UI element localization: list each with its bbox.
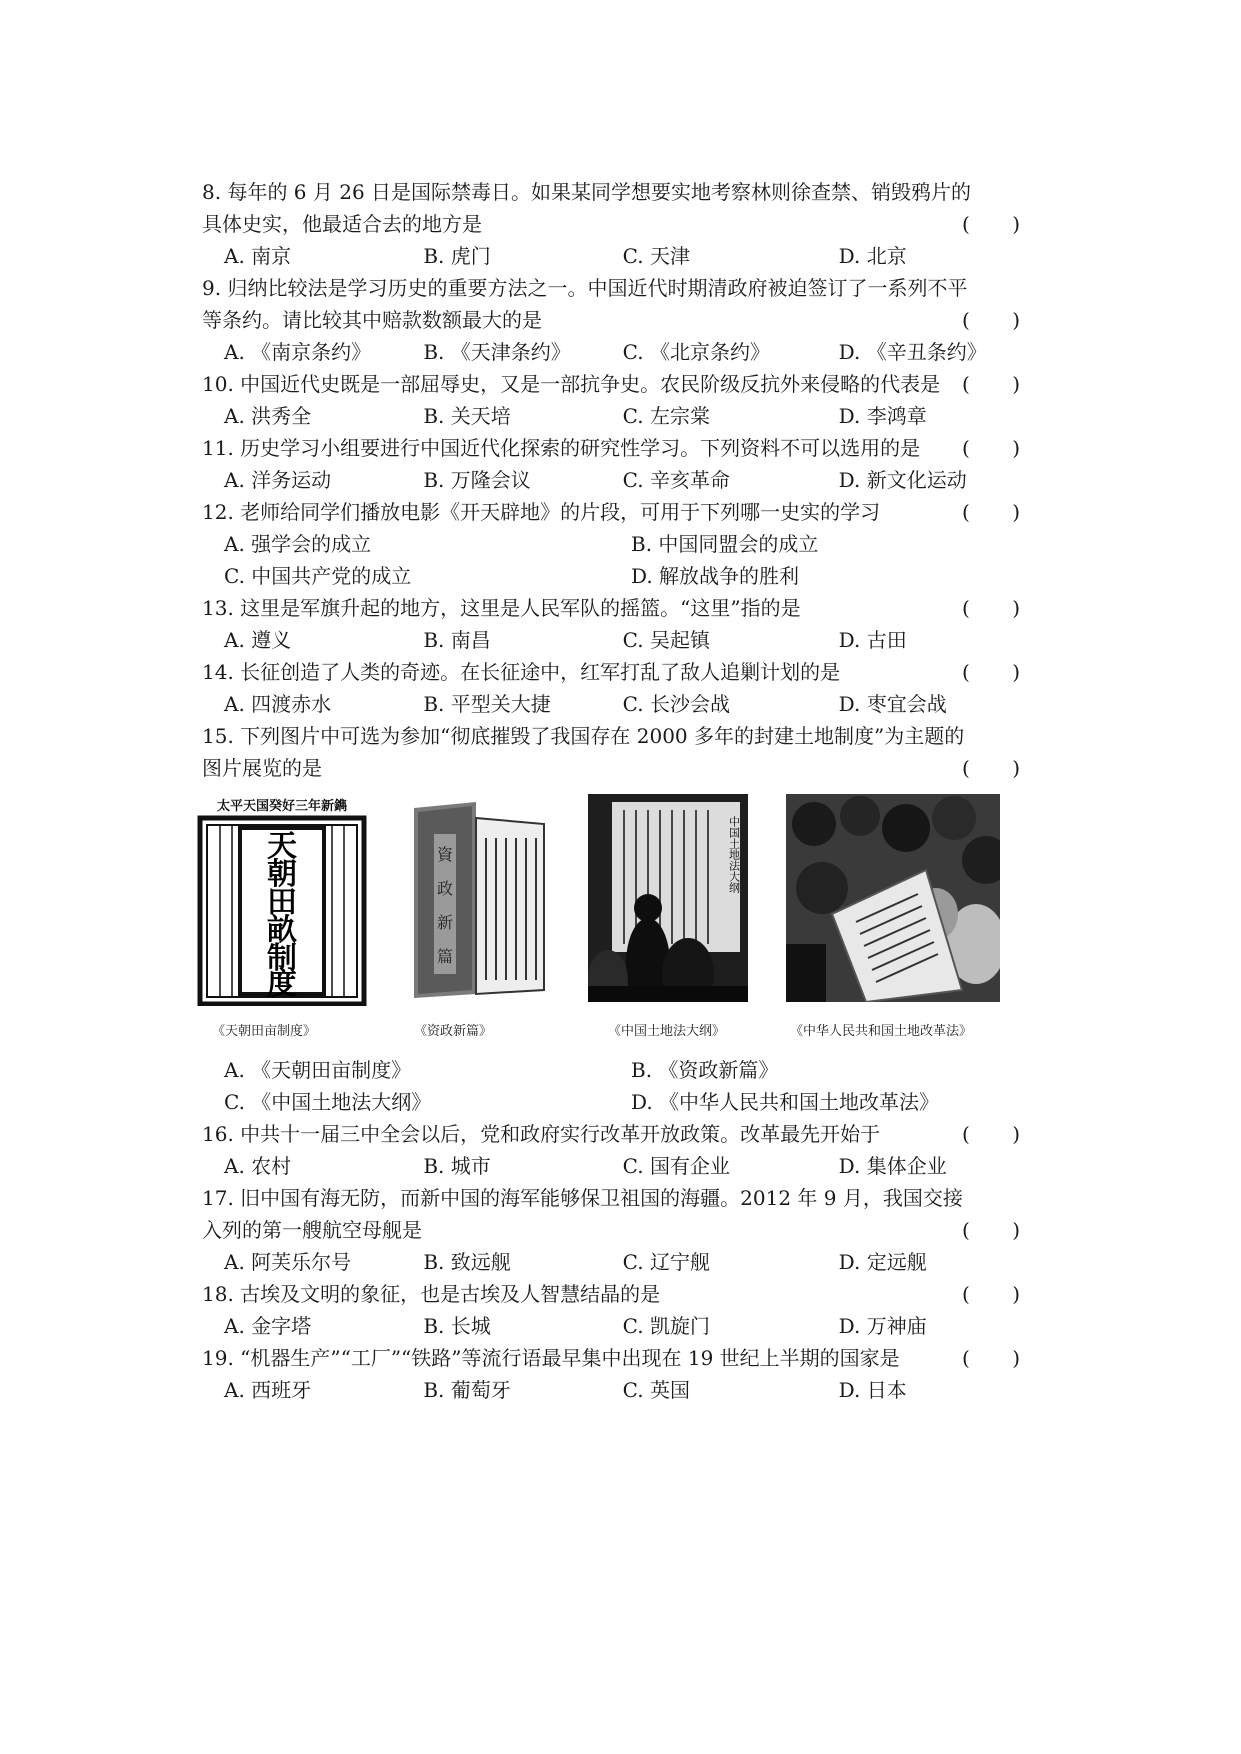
option-a[interactable]: A. 西班牙 (224, 1378, 312, 1402)
option-b[interactable]: B. 《天津条约》 (423, 340, 571, 364)
title-char: 畝 (267, 913, 297, 948)
title-char: 度 (267, 967, 297, 1002)
zizheng-book-image (410, 794, 550, 1002)
option-a[interactable]: A. 南京 (224, 244, 292, 268)
option-c[interactable]: C. 中国共产党的成立 (224, 564, 412, 588)
option-b[interactable]: B. 城市 (423, 1154, 491, 1178)
question-14 (202, 656, 1038, 688)
option-b[interactable]: B. 虎门 (423, 244, 491, 268)
option-c[interactable]: C. 左宗棠 (622, 404, 710, 428)
option-c[interactable]: C. 凯旋门 (622, 1314, 710, 1338)
option-a[interactable]: A. 农村 (224, 1154, 292, 1178)
option-d[interactable]: D. 北京 (838, 244, 907, 268)
options-q16 (202, 1150, 1038, 1182)
option-a[interactable]: A. 《天朝田亩制度》 (224, 1058, 412, 1082)
figure-caption: 《中华人民共和国土地改革法》 (790, 1024, 973, 1039)
question-18 (202, 1278, 1038, 1310)
question-12 (202, 496, 1038, 528)
answer-bracket[interactable]: ( ) (962, 372, 1038, 396)
option-d[interactable]: D. 日本 (838, 1378, 907, 1402)
poster-title: 中国土地法大纲 (727, 816, 741, 893)
answer-bracket[interactable]: ( ) (962, 756, 1038, 780)
answer-bracket[interactable]: ( ) (962, 660, 1038, 684)
option-d[interactable]: D. 李鸿章 (838, 404, 927, 428)
options-q14 (202, 688, 1038, 720)
question-stem: 16. 中共十一届三中全会以后，党和政府实行改革开放政策。改革最先开始于 (202, 1122, 881, 1146)
question-19 (202, 1342, 1038, 1374)
tudifa-photo (588, 794, 748, 1002)
options-q11 (202, 464, 1038, 496)
option-b[interactable]: B. 关天培 (423, 404, 511, 428)
option-a[interactable]: A. 金字塔 (224, 1314, 312, 1338)
question-list (202, 176, 1038, 1406)
figure-caption: 《资政新篇》 (414, 1024, 493, 1039)
answer-bracket[interactable]: ( ) (962, 1122, 1038, 1146)
question-17 (202, 1182, 1038, 1246)
option-a[interactable]: A. 阿芙乐尔号 (224, 1250, 352, 1274)
option-d[interactable]: D. 定远舰 (838, 1250, 927, 1274)
answer-bracket[interactable]: ( ) (962, 596, 1038, 620)
option-c[interactable]: C. 天津 (622, 244, 690, 268)
options-q15-row1 (202, 1054, 1038, 1086)
title-char: 制 (267, 941, 297, 976)
title-char: 朝 (267, 857, 297, 892)
option-b[interactable]: B. 平型关大捷 (423, 692, 551, 716)
option-a[interactable]: A. 《南京条约》 (224, 340, 372, 364)
cover-char: 新 (436, 913, 454, 932)
option-c[interactable]: C. 辛亥革命 (622, 468, 730, 492)
question-16 (202, 1118, 1038, 1150)
question-stem: 14. 长征创造了人类的奇迹。在长征途中，红军打乱了敌人追剿计划的是 (202, 660, 841, 684)
option-b[interactable]: B. 葡萄牙 (423, 1378, 511, 1402)
answer-bracket[interactable]: ( ) (962, 212, 1038, 236)
question-8 (202, 176, 1038, 240)
question-stem: 11. 历史学习小组要进行中国近代化探索的研究性学习。下列资料不可以选用的是 (202, 436, 921, 460)
option-d[interactable]: D. 《中华人民共和国土地改革法》 (631, 1090, 940, 1114)
option-c[interactable]: C. 《中国土地法大纲》 (224, 1090, 432, 1114)
figure-caption: 《天朝田亩制度》 (212, 1024, 317, 1039)
question-10 (202, 368, 1038, 400)
question-stem: 19. “机器生产”“工厂”“铁路”等流行语最早集中出现在 19 世纪上半期的国家是 (202, 1346, 900, 1370)
option-d[interactable]: D. 万神庙 (838, 1314, 927, 1338)
option-b[interactable]: B. 万隆会议 (423, 468, 531, 492)
option-b[interactable]: B. 中国同盟会的成立 (631, 532, 819, 556)
option-d[interactable]: D. 《辛丑条约》 (838, 340, 987, 364)
option-c[interactable]: C. 吴起镇 (622, 628, 710, 652)
option-c[interactable]: C. 英国 (622, 1378, 690, 1402)
figure-tugaifa (786, 794, 1000, 1039)
tugaifa-photo (786, 794, 1000, 1002)
options-q8 (202, 240, 1038, 272)
question-stem: 18. 古埃及文明的象征，也是古埃及人智慧结晶的是 (202, 1282, 661, 1306)
question-15 (202, 720, 1038, 784)
option-b[interactable]: B. 致远舰 (423, 1250, 511, 1274)
option-d[interactable]: D. 枣宜会战 (838, 692, 947, 716)
option-b[interactable]: B. 长城 (423, 1314, 491, 1338)
option-b[interactable]: B. 《资政新篇》 (631, 1058, 779, 1082)
options-q12-row1 (202, 528, 1038, 560)
option-a[interactable]: A. 洋务运动 (224, 468, 332, 492)
options-q17 (202, 1246, 1038, 1278)
option-a[interactable]: A. 强学会的成立 (224, 532, 372, 556)
answer-bracket[interactable]: ( ) (962, 500, 1038, 524)
options-q13 (202, 624, 1038, 656)
tianchao-cover-image (196, 794, 368, 1006)
figure-caption: 《中国土地法大纲》 (608, 1024, 726, 1039)
answer-bracket[interactable]: ( ) (962, 1218, 1038, 1242)
question-11 (202, 432, 1038, 464)
option-a[interactable]: A. 洪秀全 (224, 404, 312, 428)
cover-char: 資 (436, 845, 454, 864)
title-char: 天 (267, 829, 297, 864)
option-d[interactable]: D. 新文化运动 (838, 468, 967, 492)
figure-tudifa (588, 794, 748, 1039)
answer-bracket[interactable]: ( ) (962, 1346, 1038, 1370)
options-q9 (202, 336, 1038, 368)
option-d[interactable]: D. 集体企业 (838, 1154, 947, 1178)
figure-zizheng (410, 794, 550, 1039)
answer-bracket[interactable]: ( ) (962, 436, 1038, 460)
option-d[interactable]: D. 古田 (838, 628, 907, 652)
option-d[interactable]: D. 解放战争的胜利 (631, 564, 800, 588)
figure-tianchao (196, 794, 368, 1039)
options-q19 (202, 1374, 1038, 1406)
question-stem: 12. 老师给同学们播放电影《开天辟地》的片段，可用于下列哪一史实的学习 (202, 500, 881, 524)
options-q12-row2 (202, 560, 1038, 592)
option-b[interactable]: B. 南昌 (423, 628, 491, 652)
question-stem: 9. 归纳比较法是学习历史的重要方法之一。中国近代时期清政府被迫签订了一系列不平等条约。请比较其中赔款数额最大的是 (202, 276, 968, 332)
options-q15-row2 (202, 1086, 1038, 1118)
options-q10 (202, 400, 1038, 432)
question-stem: 10. 中国近代史既是一部屈辱史，又是一部抗争史。农民阶级反抗外来侵略的代表是 (202, 372, 941, 396)
option-c[interactable]: C. 国有企业 (622, 1154, 730, 1178)
figure-strip (202, 794, 1038, 1054)
option-a[interactable]: A. 遵义 (224, 628, 292, 652)
question-stem: 13. 这里是军旗升起的地方，这里是人民军队的摇篮。“这里”指的是 (202, 596, 801, 620)
answer-bracket[interactable]: ( ) (962, 308, 1038, 332)
cover-banner: 太平天国癸好三年新鐫 (216, 799, 348, 814)
cover-char: 政 (436, 879, 454, 898)
title-char: 田 (267, 885, 297, 920)
option-c[interactable]: C. 辽宁舰 (622, 1250, 710, 1274)
options-q18 (202, 1310, 1038, 1342)
option-c[interactable]: C. 《北京条约》 (622, 340, 770, 364)
option-a[interactable]: A. 四渡赤水 (224, 692, 332, 716)
cover-char: 篇 (436, 947, 454, 966)
question-stem: 8. 每年的 6 月 26 日是国际禁毒日。如果某同学想要实地考察林则徐查禁、销毁鸦片的具体史实，他最适合去的地方是 (202, 180, 972, 236)
question-stem: 15. 下列图片中可选为参加“彻底摧毁了我国存在 2000 多年的封建土地制度”为主题的图片展览的是 (202, 724, 965, 780)
option-c[interactable]: C. 长沙会战 (622, 692, 730, 716)
answer-bracket[interactable]: ( ) (962, 1282, 1038, 1306)
question-stem: 17. 旧中国有海无防，而新中国的海军能够保卫祖国的海疆。2012 年 9 月，我国交接入列的第一艘航空母舰是 (202, 1186, 963, 1242)
question-9 (202, 272, 1038, 336)
question-13 (202, 592, 1038, 624)
